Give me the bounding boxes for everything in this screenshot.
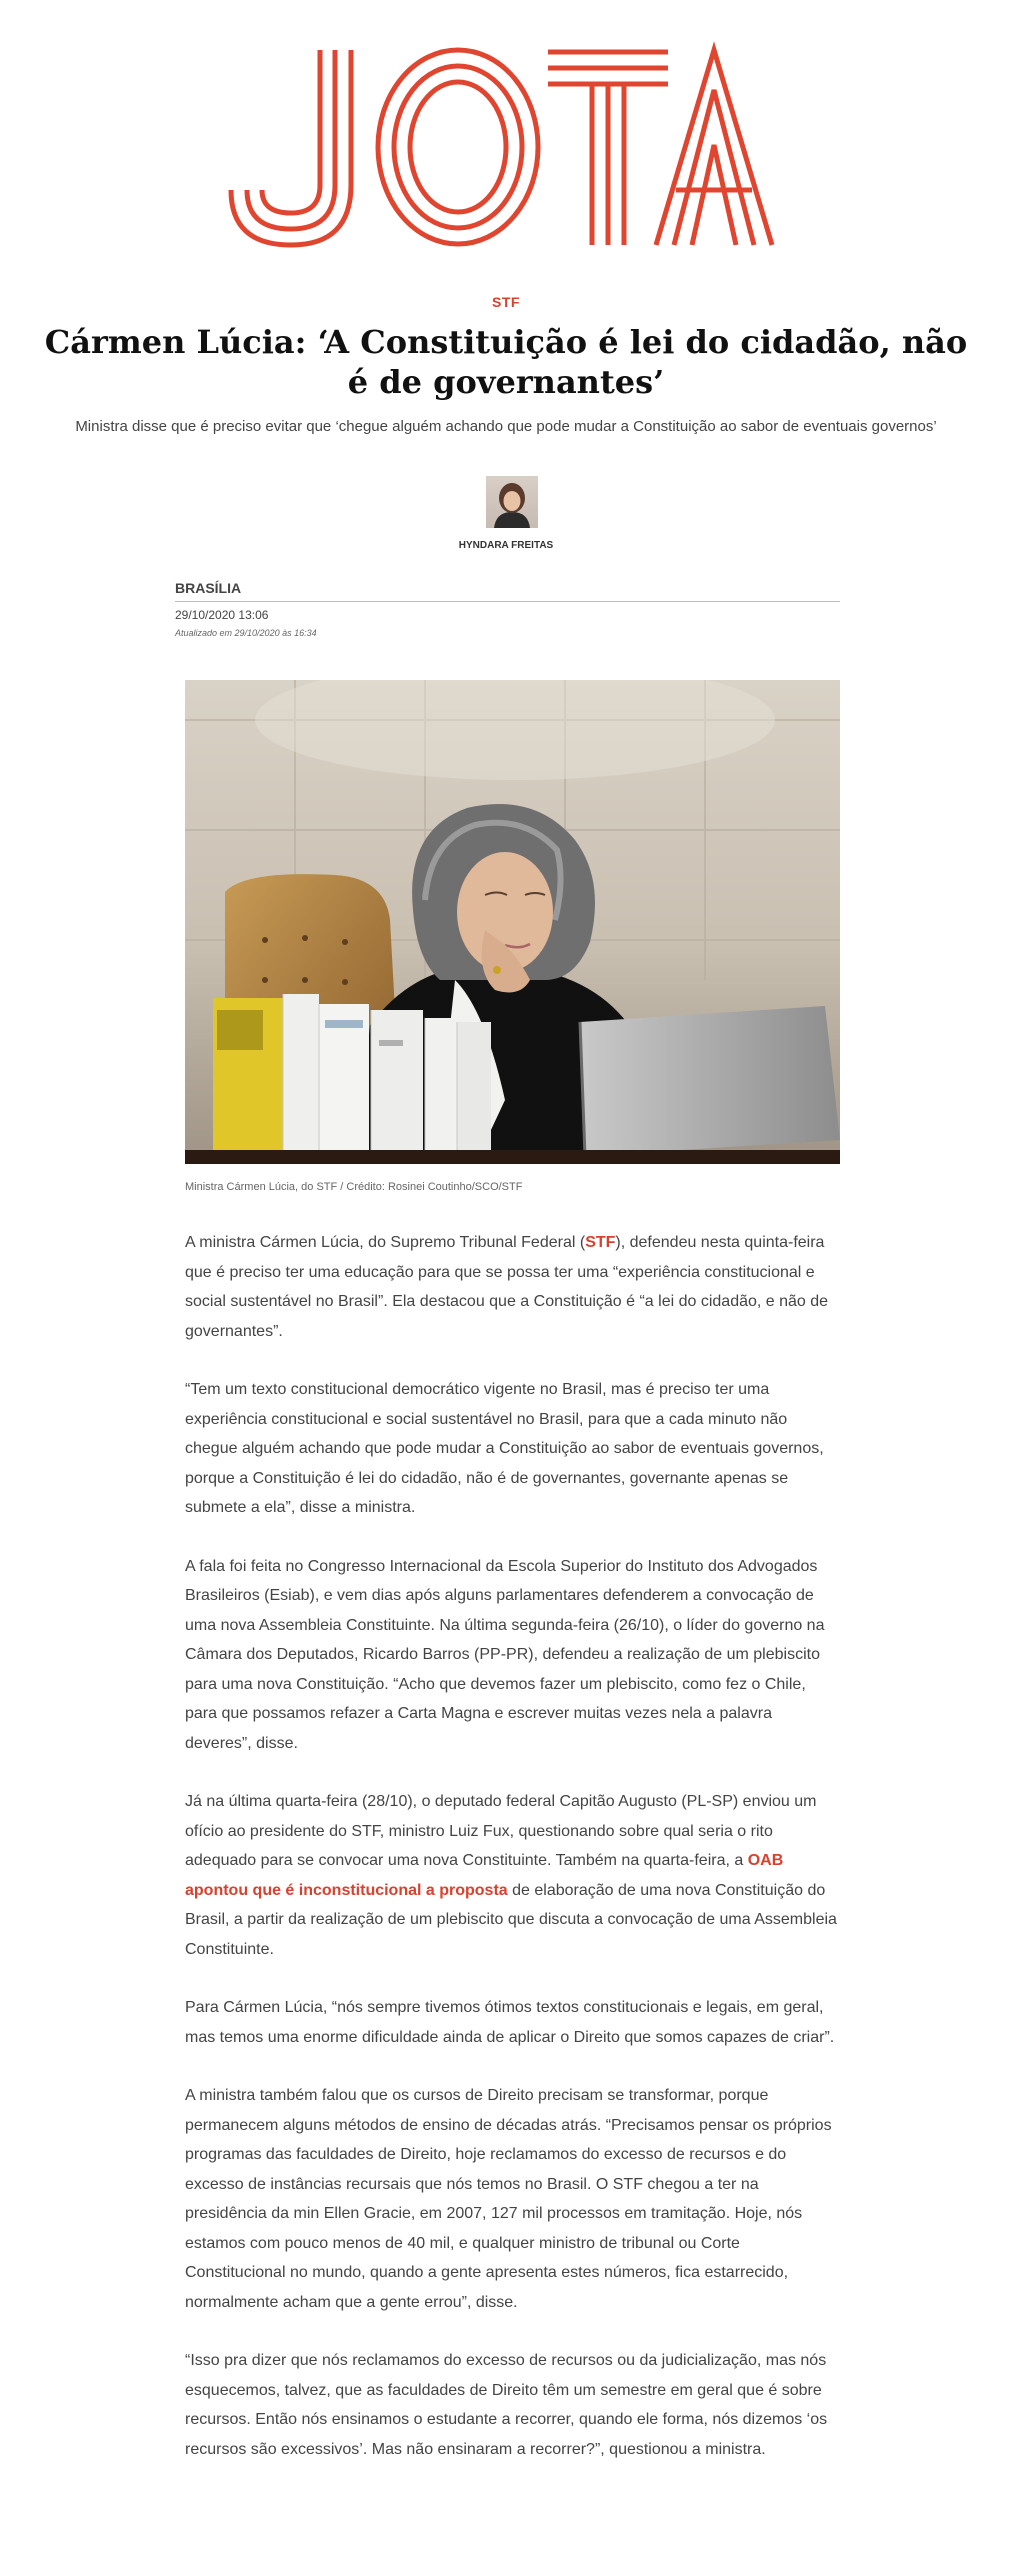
author-avatar[interactable] <box>486 476 538 528</box>
author-portrait-icon <box>486 476 538 528</box>
article-title: Cármen Lúcia: ‘A Constituição é lei do cidadão, não é de governantes’ <box>44 323 968 401</box>
featured-photo-illustration <box>185 680 840 1164</box>
article-paragraph: A ministra também falou que os cursos de Direito precisam se transformar, porque permanecem alguns métodos de ensino de décadas atrás. “Precisamos pensar os próprios programas das faculdades de Direito, hoje reclamamos do excesso de recursos e do excesso de instâncias recursais que nós temos no Brasil. O STF chegou a ter na presidência da min Ellen Gracie, em 2007, 127 mil processos em tramitação. Hoje, nós estamos com pouco menos de 40 mil, e qualquer ministro de tribunal ou Corte Constitucional no mundo, quando a gente apresenta estes números, fica estarrecido, normalmente acham que a gente errou”, disse. <box>185 2087 832 2311</box>
article-paragraph <box>185 1787 840 1964</box>
site-logo[interactable] <box>0 40 1012 255</box>
dateline-location: BRASÍLIA <box>175 580 840 602</box>
updated-date: Atualizado em 29/10/2020 às 16:34 <box>175 628 317 638</box>
author-name[interactable]: HYNDARA FREITAS <box>458 540 554 551</box>
category-label[interactable]: STF <box>492 294 520 310</box>
article-body <box>185 1228 840 2493</box>
jota-logo-mark <box>226 40 786 255</box>
article-paragraph: A fala foi feita no Congresso Internacional da Escola Superior do Instituto dos Advogados Brasileiros (Esiab), e vem dias após alguns parlamentares defenderem a convocação de uma nova Assembleia Constituinte. Na última segunda-feira (26/10), o líder do governo na Câmara dos Deputados, Ricardo Barros (PP-PR), defendeu a realização de um plebiscito para uma nova Constituição. “Acho que devemos fazer um plebiscito, como fez o Chile, para que possamos refazer a Carta Magna e escrever muitas vezes nela a palavra deveres”, disse. <box>185 1557 825 1752</box>
article-paragraph: Para Cármen Lúcia, “nós sempre tivemos ótimos textos constitucionais e legais, em geral, mas temos uma enorme dificuldade ainda de aplicar o Direito que somos capazes de criar”. <box>185 1999 835 2046</box>
paragraph-text: A ministra Cármen Lúcia, do Supremo Tribunal Federal ( <box>185 1234 586 1251</box>
stf-link[interactable]: STF <box>585 1234 616 1251</box>
image-caption: Ministra Cármen Lúcia, do STF / Crédito: Rosinei Coutinho/SCO/STF <box>185 1181 523 1193</box>
featured-image <box>185 680 840 1164</box>
paragraph-text: Já na última quarta-feira (28/10), o deputado federal Capitão Augusto (PL-SP) enviou um ofício ao presidente do STF, ministro Luiz Fux, questionando sobre qual seria o rito adequado para se convocar uma nova Constituinte. Também na quarta-feira, a <box>185 1793 817 1869</box>
paragraph-text: de elaboração de uma nova Constituição do Brasil, a partir da realização de um plebiscito que discuta a convocação de uma Assembleia Constituinte. <box>185 1881 837 1958</box>
oab-article-link[interactable]: OAB apontou que é inconstitucional a proposta <box>185 1852 784 1899</box>
paragraph-text: ), defendeu nesta quinta-feira que é preciso ter uma educação para que se possa ter uma “experiência constitucional e social sustentável no Brasil”. Ela destacou que a Constituição é “a lei do cidadão, e não de governantes”. <box>185 1234 829 1340</box>
article-dek: Ministra disse que é preciso evitar que ‘chegue alguém achando que pode mudar a Constituição ao sabor de eventuais governos’ <box>75 418 937 435</box>
publish-date: 29/10/2020 13:06 <box>175 608 269 622</box>
article-paragraph: “Tem um texto constitucional democrático vigente no Brasil, mas é preciso ter uma experiência constitucional e social sustentável no Brasil, para que a cada minuto não chegue alguém achando que pode mudar a Constituição ao sabor de eventuais governos, porque a Constituição é lei do cidadão, não é de governantes, governante apenas se submete a ela”, disse a ministra. <box>185 1381 824 1516</box>
article-paragraph <box>185 1228 840 1346</box>
article-paragraph: “Isso pra dizer que nós reclamamos do excesso de recursos ou da judicialização, mas nós esquecemos, talvez, que as faculdades de Direito têm um semestre em geral que é sobre recursos. Então nós ensinamos o estudante a recorrer, quando ele forma, nós dizemos ‘os recursos são excessivos’. Mas não ensinaram a recorrer?”, questionou a ministra. <box>185 2352 828 2458</box>
